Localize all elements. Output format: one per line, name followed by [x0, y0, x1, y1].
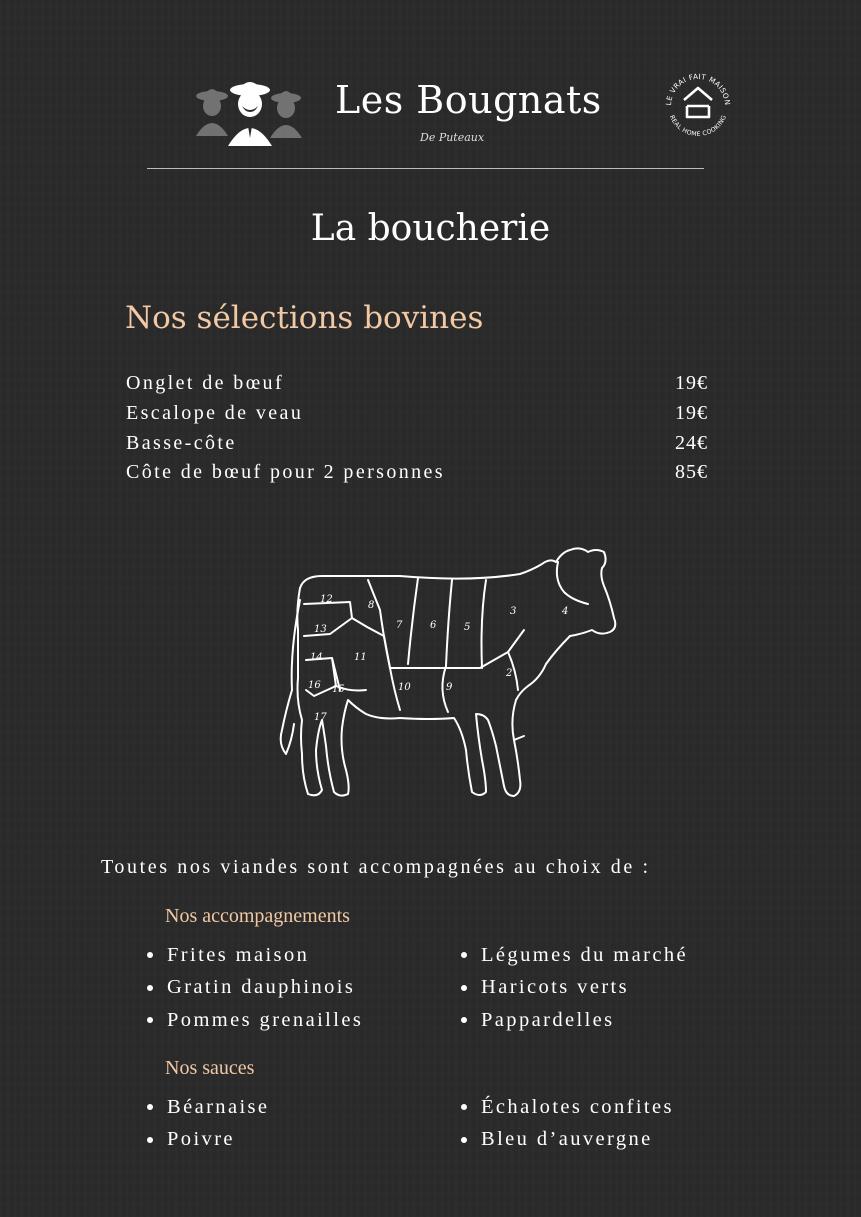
header-divider: [147, 168, 704, 169]
cow-outline: [297, 548, 615, 796]
menu-item-name: Basse-côte: [126, 431, 237, 454]
cut-number: 11: [354, 652, 367, 663]
house-icon: [684, 88, 712, 117]
list-item: [145, 1004, 363, 1037]
list-item: [459, 1091, 674, 1124]
bullet-icon: [147, 1017, 153, 1023]
menu-item-name: Côte de bœuf pour 2 personnes: [126, 461, 445, 484]
bullet-icon: [147, 1104, 153, 1110]
cut-number: 6: [430, 620, 437, 631]
list-item-label: Haricots verts: [481, 976, 630, 999]
bullet-icon: [461, 1137, 467, 1143]
menu-item-name: Escalope de veau: [126, 402, 304, 425]
list-item: [459, 972, 688, 1005]
list-item-label: Béarnaise: [167, 1095, 270, 1118]
bullet-icon: [461, 1017, 467, 1023]
list-item-label: Gratin dauphinois: [167, 976, 356, 999]
homemade-badge: [658, 66, 738, 146]
sauces-list-left: [145, 1091, 269, 1156]
menu-item-price: 85€: [675, 461, 708, 484]
menu-item: [126, 428, 708, 458]
bullet-icon: [147, 985, 153, 991]
cut-number: 12: [320, 594, 333, 605]
sauces-list-right: [459, 1091, 674, 1156]
bullet-icon: [147, 952, 153, 958]
list-item-label: Poivre: [167, 1128, 235, 1151]
cut-number: 8: [368, 600, 375, 611]
list-item: [145, 1124, 269, 1157]
cut-number: 16: [308, 680, 321, 691]
menu-list: [126, 369, 708, 488]
list-item-label: Pommes grenailles: [167, 1008, 364, 1031]
section-title: Nos sélections bovines: [125, 300, 484, 336]
bullet-icon: [461, 985, 467, 991]
logo-illustration: [190, 76, 308, 152]
brand-name: Les Bougnats: [335, 78, 602, 122]
menu-item: [126, 369, 708, 399]
list-item-label: Légumes du marché: [481, 943, 689, 966]
menu-item: [126, 458, 708, 488]
list-item: [459, 939, 688, 972]
badge-bottom-text: REAL HOME COOKING: [667, 114, 729, 139]
list-item: [145, 1091, 269, 1124]
sides-list-left: [145, 939, 363, 1037]
list-item: [145, 972, 363, 1005]
cut-number: 9: [446, 682, 453, 693]
bullet-icon: [461, 952, 467, 958]
brand-subtitle: De Puteaux: [420, 131, 485, 144]
list-item-label: Pappardelles: [481, 1008, 615, 1031]
list-item: [459, 1124, 674, 1157]
cut-number: 5: [464, 622, 471, 633]
cut-number: 2: [506, 668, 513, 679]
bullet-icon: [147, 1137, 153, 1143]
bullet-icon: [461, 1104, 467, 1110]
cut-number: 3: [510, 606, 517, 617]
menu-item-price: 19€: [675, 402, 708, 425]
menu-item: [126, 399, 708, 429]
cut-number: 4: [562, 606, 569, 617]
cut-number: 14: [310, 652, 323, 663]
cut-number: 15: [332, 684, 345, 695]
list-item: [459, 1004, 688, 1037]
sauces-title: Nos sauces: [165, 1057, 255, 1079]
menu-item-price: 19€: [675, 372, 708, 395]
sides-list-right: [459, 939, 688, 1037]
accompaniment-intro: Toutes nos viandes sont accompagnées au choix de :: [101, 856, 651, 878]
list-item-label: Échalotes confites: [481, 1095, 674, 1118]
cut-number: 7: [396, 620, 403, 631]
cow-cuts-diagram: [270, 540, 630, 805]
badge-top-text: LE VRAI FAIT MAISON: [663, 71, 733, 106]
list-item: [145, 939, 363, 972]
page-title: La boucherie: [310, 208, 551, 249]
cut-number: 17: [314, 712, 327, 723]
cut-number: 10: [398, 682, 411, 693]
list-item-label: Frites maison: [167, 943, 310, 966]
menu-item-name: Onglet de bœuf: [126, 372, 285, 395]
list-item-label: Bleu d’auvergne: [481, 1128, 653, 1151]
sides-title: Nos accompagnements: [165, 905, 350, 927]
menu-item-price: 24€: [675, 431, 708, 454]
cut-number: 13: [314, 624, 327, 635]
